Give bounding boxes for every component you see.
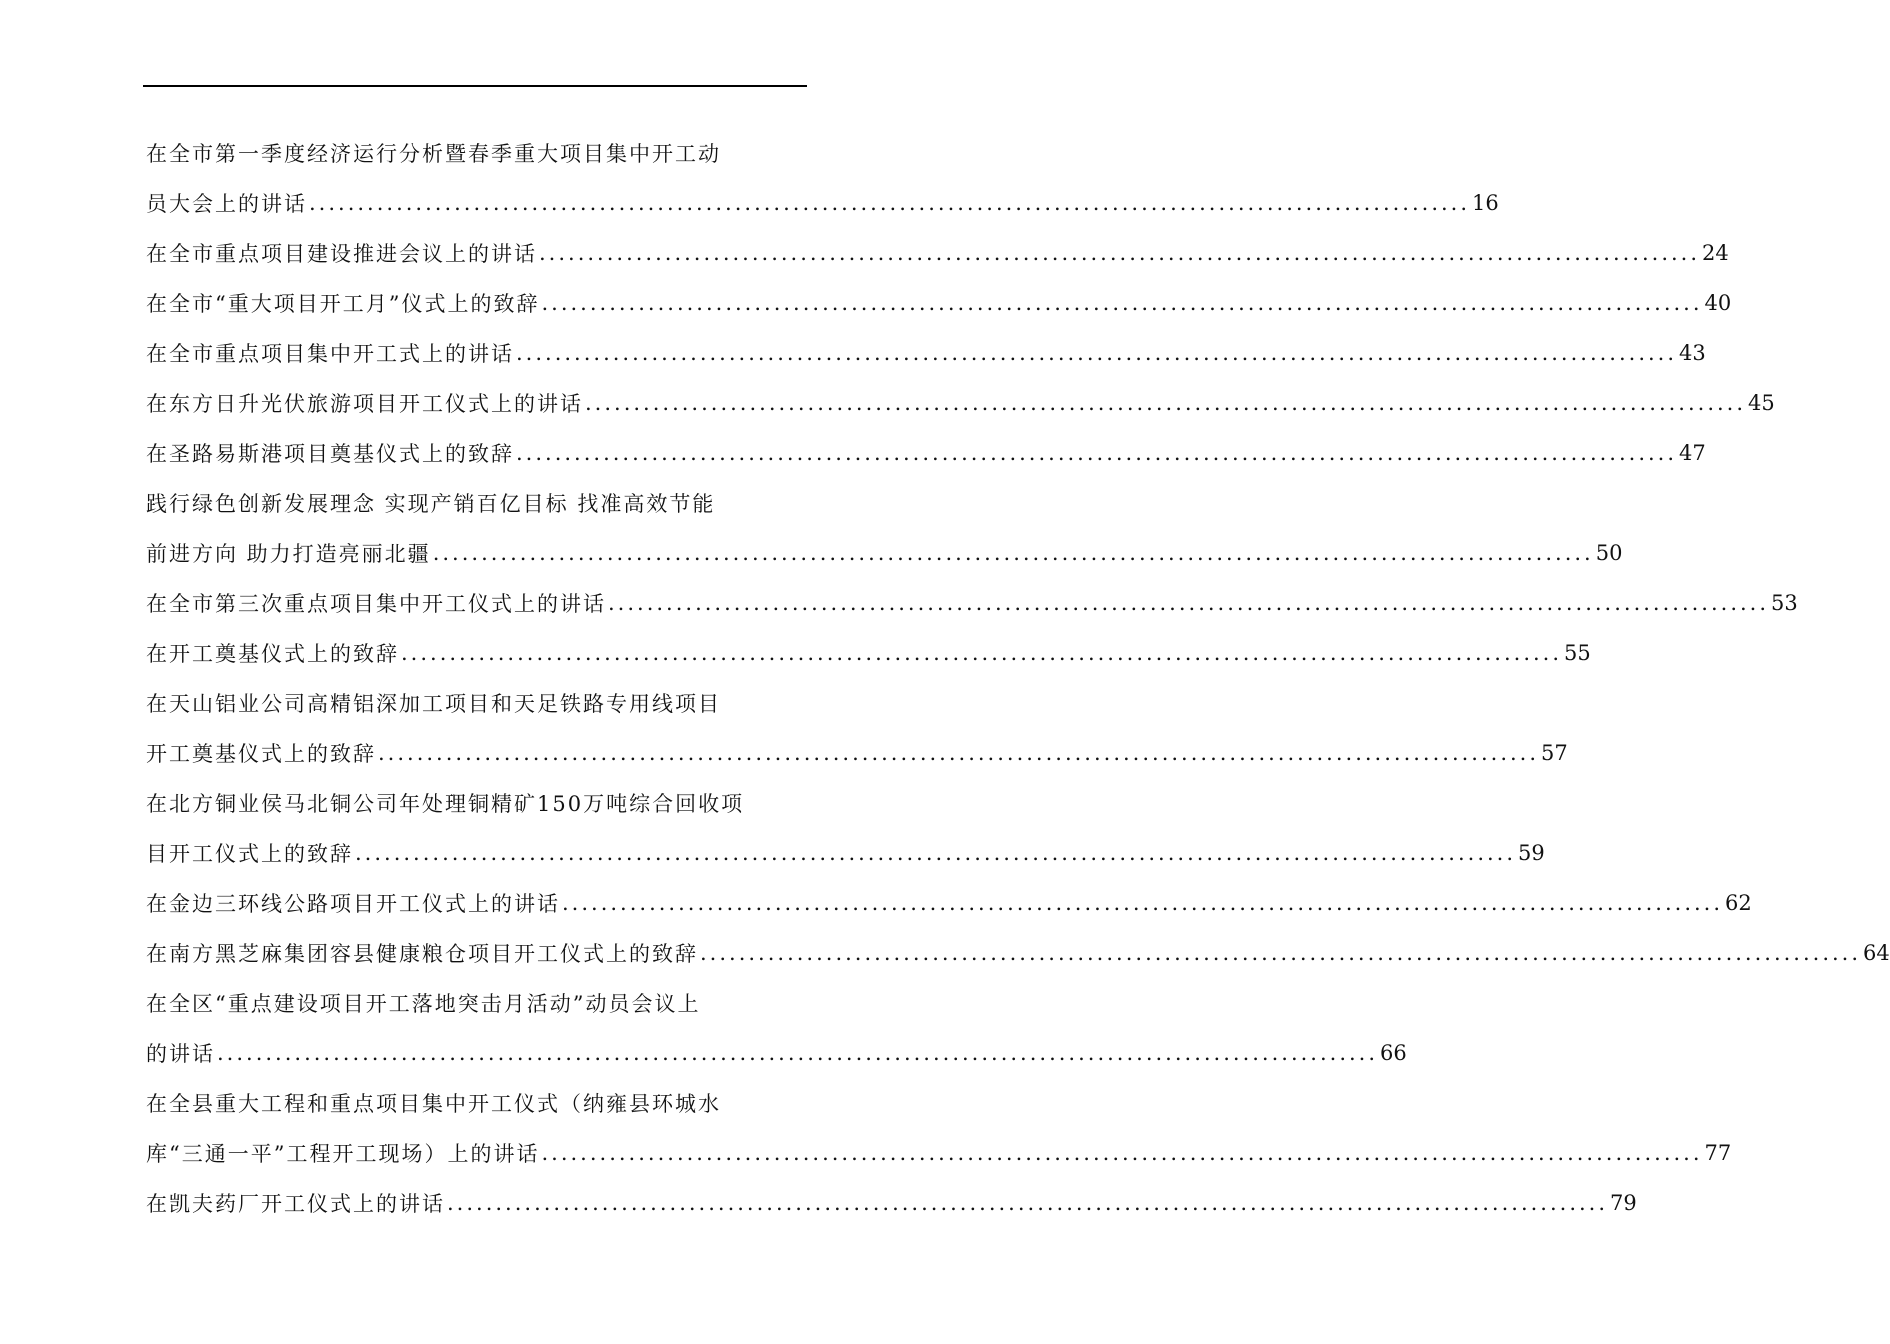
- toc-entry-line-continued[interactable]: [146, 478, 806, 528]
- toc-entry-line-continued[interactable]: [146, 1078, 806, 1128]
- toc-entry-title: 员大会上的讲话: [146, 192, 307, 216]
- toc-entry-title: 在圣路易斯港项目奠基仪式上的致辞: [146, 442, 514, 466]
- toc-dot-leader: ........................................................................................................................: [217, 1041, 1379, 1065]
- toc-entry-title: 在金边三环线公路项目开工仪式上的讲话: [146, 892, 560, 916]
- header-rule: [143, 85, 807, 87]
- table-of-contents: [146, 128, 1890, 1228]
- toc-entry-line[interactable]: [146, 378, 1775, 428]
- toc-entry-line[interactable]: [146, 1128, 1732, 1178]
- toc-entry-title: 在开工奠基仪式上的致辞: [146, 642, 399, 666]
- toc-entry-line[interactable]: [146, 328, 1706, 378]
- toc-entry-title: 在全市重点项目集中开工式上的讲话: [146, 342, 514, 366]
- toc-page-number: 40: [1704, 291, 1732, 315]
- toc-entry-line[interactable]: [146, 1178, 1637, 1228]
- toc-page-number: 47: [1679, 441, 1706, 465]
- toc-entry-line[interactable]: [146, 1028, 1407, 1078]
- toc-page-number: 55: [1564, 641, 1591, 665]
- toc-entry-line[interactable]: [146, 428, 1706, 478]
- toc-entry-line-continued[interactable]: [146, 778, 806, 828]
- toc-entry-line-continued[interactable]: [146, 978, 806, 1028]
- toc-page-number: 16: [1472, 191, 1499, 215]
- toc-dot-leader: ........................................................................................................................: [432, 541, 1594, 565]
- toc-entry-line[interactable]: [146, 578, 1798, 628]
- toc-dot-leader: ........................................................................................................................: [309, 191, 1471, 215]
- toc-page-number: 62: [1725, 891, 1752, 915]
- toc-entry-line-continued[interactable]: [146, 678, 806, 728]
- toc-page-number: 53: [1771, 591, 1798, 615]
- toc-page-number: 43: [1679, 341, 1706, 365]
- toc-dot-leader: ........................................................................................................................: [378, 741, 1540, 765]
- toc-dot-leader: ........................................................................................................................: [608, 591, 1770, 615]
- toc-entry-title: 在北方铜业侯马北铜公司年处理铜精矿150万吨综合回收项: [146, 792, 745, 816]
- toc-entry-title: 的讲话: [146, 1042, 215, 1066]
- toc-dot-leader: ........................................................................................................................: [447, 1191, 1609, 1215]
- toc-dot-leader: ........................................................................................................................: [516, 441, 1678, 465]
- toc-entry-title: 开工奠基仪式上的致辞: [146, 742, 376, 766]
- toc-entry-line[interactable]: [146, 228, 1729, 278]
- toc-page-number: 79: [1610, 1191, 1637, 1215]
- toc-entry-line[interactable]: [146, 178, 1499, 228]
- toc-entry-line[interactable]: [146, 278, 1732, 328]
- toc-entry-title: 在东方日升光伏旅游项目开工仪式上的讲话: [146, 392, 583, 416]
- toc-dot-leader: ........................................................................................................................: [585, 391, 1747, 415]
- toc-entry-title: 在全市第三次重点项目集中开工仪式上的讲话: [146, 592, 606, 616]
- toc-entry-title: 在南方黑芝麻集团容县健康粮仓项目开工仪式上的致辞: [146, 942, 698, 966]
- toc-dot-leader: ........................................................................................................................: [562, 891, 1724, 915]
- toc-entry-title: 在全市第一季度经济运行分析暨春季重大项目集中开工动: [146, 142, 721, 166]
- toc-entry-title: 在全市“重大项目开工月”仪式上的致辞: [146, 292, 540, 316]
- toc-entry-title: 库“三通一平”工程开工现场）上的讲话: [146, 1142, 540, 1166]
- toc-page-number: 24: [1702, 241, 1729, 265]
- toc-entry-title: 目开工仪式上的致辞: [146, 842, 353, 866]
- toc-page-number: 59: [1518, 841, 1545, 865]
- toc-dot-leader: ........................................................................................................................: [541, 1141, 1703, 1165]
- toc-entry-line[interactable]: [146, 828, 1545, 878]
- toc-dot-leader: ........................................................................................................................: [700, 941, 1862, 965]
- toc-dot-leader: ........................................................................................................................: [539, 241, 1701, 265]
- toc-page-number: 66: [1380, 1041, 1407, 1065]
- toc-entry-line[interactable]: [146, 528, 1623, 578]
- toc-dot-leader: ........................................................................................................................: [541, 291, 1703, 315]
- toc-page-number: 77: [1704, 1141, 1732, 1165]
- toc-page-number: 50: [1595, 541, 1623, 565]
- toc-dot-leader: ........................................................................................................................: [516, 341, 1678, 365]
- toc-page-number: 64: [1863, 941, 1890, 965]
- toc-page-number: 57: [1541, 741, 1568, 765]
- toc-entry-title: 在天山铝业公司高精铝深加工项目和天足铁路专用线项目: [146, 692, 721, 716]
- toc-entry-title: 在全市重点项目建设推进会议上的讲话: [146, 242, 537, 266]
- toc-dot-leader: ........................................................................................................................: [401, 641, 1563, 665]
- toc-entry-line[interactable]: [146, 628, 1591, 678]
- toc-page-number: 45: [1748, 391, 1775, 415]
- toc-entry-line[interactable]: [146, 728, 1568, 778]
- toc-entry-line-continued[interactable]: [146, 128, 806, 178]
- toc-entry-title: 在全区“重点建设项目开工落地突击月活动”动员会议上: [146, 992, 701, 1016]
- toc-dot-leader: ........................................................................................................................: [355, 841, 1517, 865]
- toc-entry-line[interactable]: [146, 928, 1890, 978]
- toc-entry-title: 践行绿色创新发展理念 实现产销百亿目标 找准高效节能: [146, 492, 716, 516]
- toc-entry-line[interactable]: [146, 878, 1752, 928]
- toc-entry-title: 前进方向 助力打造亮丽北疆: [146, 542, 431, 566]
- toc-entry-title: 在凯夫药厂开工仪式上的讲话: [146, 1192, 445, 1216]
- toc-entry-title: 在全县重大工程和重点项目集中开工仪式（纳雍县环城水: [146, 1092, 721, 1116]
